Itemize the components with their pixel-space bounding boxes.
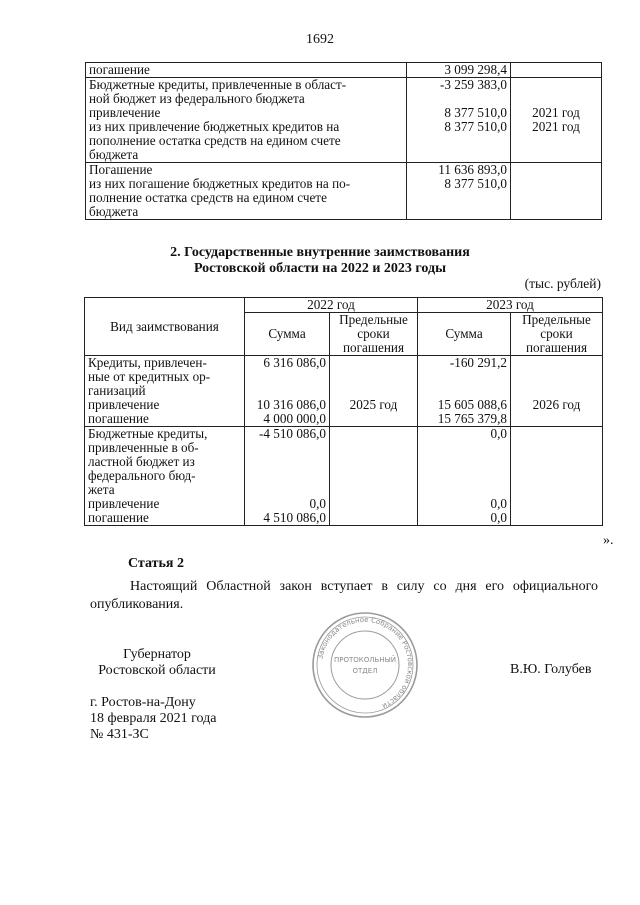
sum-2023: -160 291,2 15 605 088,6 15 765 379,8 xyxy=(418,356,511,427)
official-stamp xyxy=(310,610,420,720)
table-cell: 11 636 893,0 8 377 510,0 xyxy=(407,163,511,220)
table-cell xyxy=(511,163,602,220)
header-terms: Предельные сроки погашения xyxy=(511,313,603,356)
sum-2022: 6 316 086,0 10 316 086,0 4 000 000,0 xyxy=(245,356,330,427)
section-heading: 2. Государственные внутренние заимствования Ростовской области на 2022 и 2023 годы xyxy=(170,245,470,276)
term-2022: 2025 год xyxy=(330,356,418,427)
table-row xyxy=(85,427,603,526)
borrowings-2022-2023-table xyxy=(84,297,603,526)
sum-2022: -4 510 086,0 0,0 4 510 086,0 xyxy=(245,427,330,526)
borrowings-table-continued xyxy=(85,62,602,220)
article-text: Настоящий Областной закон вступает в силу со дня его официального опубликования. xyxy=(90,579,598,612)
table-cell: Погашение из них погашение бюджетных кредитов на по- полнение остатка средств на едином счете бюджета xyxy=(86,163,407,220)
header-sum: Сумма xyxy=(418,313,511,356)
table-row xyxy=(86,63,602,78)
place-date-number: г. Ростов-на-Дону 18 февраля 2021 года № 431-ЗС xyxy=(90,695,217,742)
table-row xyxy=(86,163,602,220)
sum-2023: 0,0 0,0 0,0 xyxy=(418,427,511,526)
row-label: Кредиты, привлечен- ные от кредитных ор- ганизаций привлечение погашение xyxy=(85,356,245,427)
units-label: (тыс. рублей) xyxy=(524,276,601,291)
header-year-2022: 2022 год xyxy=(245,298,418,313)
table-cell: погашение xyxy=(86,63,407,78)
table-header-row xyxy=(85,298,603,313)
term-2023: 2026 год xyxy=(511,356,603,427)
page-number: 1692 xyxy=(306,32,334,47)
term-2023 xyxy=(511,427,603,526)
article-title: Статья 2 xyxy=(128,556,184,571)
table-cell: Бюджетные кредиты, привлеченные в област- ной бюджет из федерального бюджета привлечение из них привлечение бюджетных кредитов на пополнение остатка средств на едином счете бюджета xyxy=(86,78,407,163)
table-cell: 2021 год 2021 год xyxy=(511,78,602,163)
table-row xyxy=(85,356,603,427)
signatory-position: Губернатор Ростовской области xyxy=(98,647,216,678)
term-2022 xyxy=(330,427,418,526)
signatory-name: В.Ю. Голубев xyxy=(510,662,592,677)
header-year-2023: 2023 год xyxy=(418,298,603,313)
header-sum: Сумма xyxy=(245,313,330,356)
row-label: Бюджетные кредиты, привлеченные в об- ластной бюджет из федерального бюд- жета привлечение погашение xyxy=(85,427,245,526)
header-kind: Вид заимствования xyxy=(85,298,245,356)
table-cell xyxy=(511,63,602,78)
svg-text:ПРОТОКОЛЬНЫЙ: ПРОТОКОЛЬНЫЙ xyxy=(333,656,397,664)
table-cell: 3 099 298,4 xyxy=(407,63,511,78)
table-row xyxy=(86,78,602,163)
svg-text:Законодательное Собрание Росто: Законодательное Собрание Ростовской области xyxy=(316,615,415,711)
closing-quote: ». xyxy=(603,533,614,548)
svg-text:ОТДЕЛ: ОТДЕЛ xyxy=(352,667,378,675)
table-cell: -3 259 383,0 8 377 510,0 8 377 510,0 xyxy=(407,78,511,163)
header-terms: Предельные сроки погашения xyxy=(330,313,418,356)
